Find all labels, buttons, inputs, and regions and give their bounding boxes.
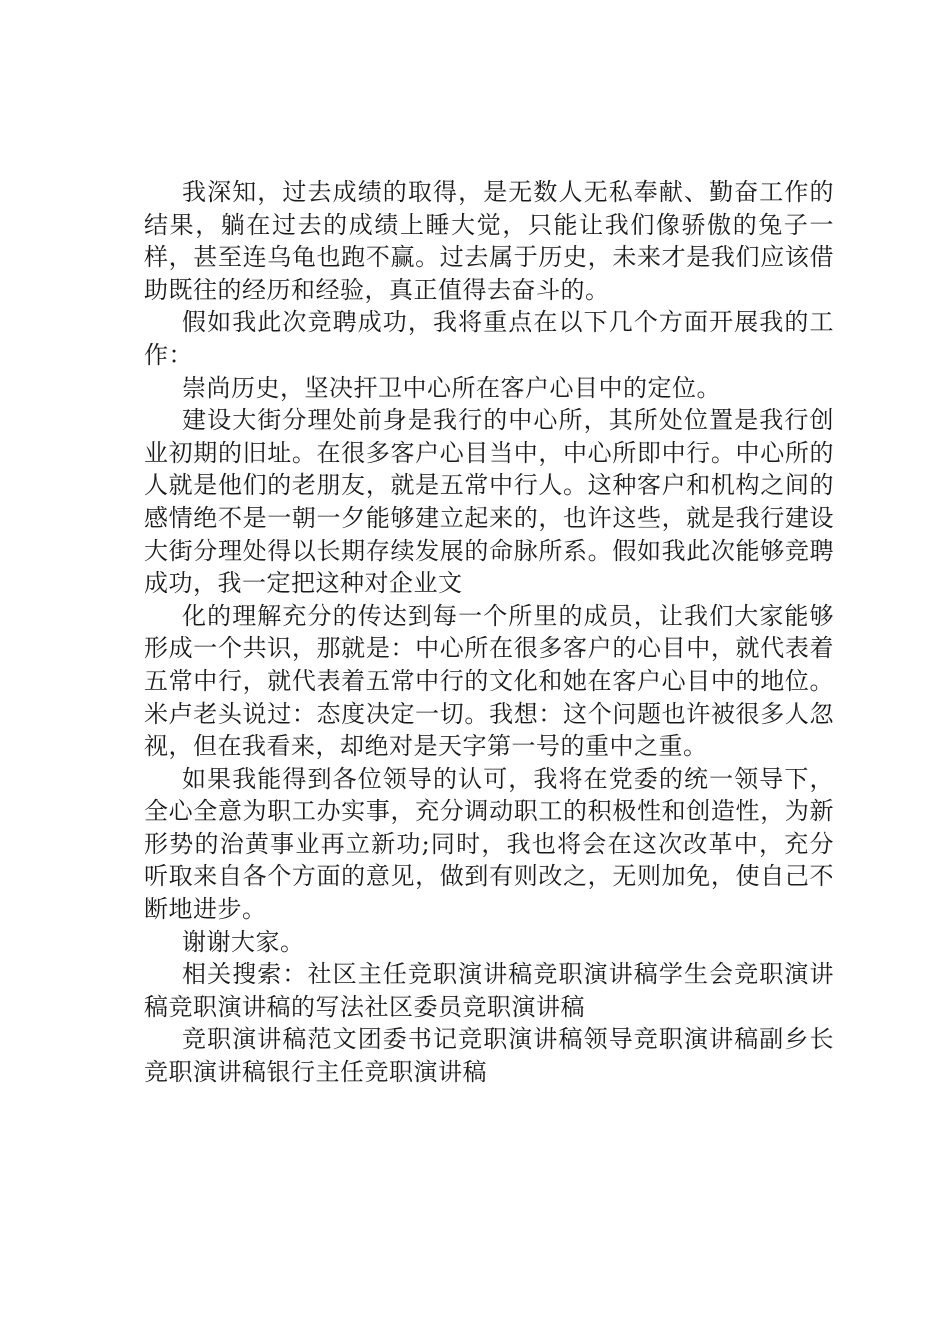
- paragraph-branch-history: 建设大街分理处前身是我行的中心所，其所处位置是我行创业初期的旧址。在很多客户心目当中，中心所即中行。中心所的人就是他们的老朋友，就是五常中行人。这种客户和机构之间的感情绝不是一朝一夕能够建立起来的，也许这些，就是我行建设大街分理处得以长期存续发展的命脉所系。假如我此次能够竞聘成功，我一定把这种对企业文: [144, 406, 834, 598]
- paragraph-related-searches-2: 竞职演讲稿范文团委书记竞职演讲稿领导竞职演讲稿副乡长竞职演讲稿银行主任竞职演讲稿: [144, 1025, 834, 1087]
- paragraph-thanks: 谢谢大家。: [182, 927, 305, 956]
- document-body: [144, 176, 834, 1089]
- paragraph-work-focus-intro: 假如我此次竞聘成功，我将重点在以下几个方面开展我的工作：: [144, 308, 834, 369]
- paragraph-corporate-culture: 化的理解充分的传达到每一个所里的成员，让我们大家能够形成一个共识，那就是：中心所在很多客户的心目中，就代表着五常中行，就代表着五常中行的文化和她在客户心目中的地位。米卢老头说过：态度决定一切。我想：这个问题也许被很多人忽视，但在我看来，却绝对是天字第一号的重中之重。: [144, 601, 834, 761]
- paragraph-respect-history: 崇尚历史，坚决扞卫中心所在客户心目中的定位。: [182, 373, 721, 402]
- paragraph-leadership-commitment: 如果我能得到各位领导的认可，我将在党委的统一领导下，全心全意为职工办实事，充分调动职工的积极性和创造性，为新形势的治黄事业再立新功;同时，我也将会在这次改革中，充分听取来自各个方面的意见，做到有则改之，无则加免，使自己不断地进步。: [144, 764, 834, 924]
- paragraph-past-achievements: 我深知，过去成绩的取得，是无数人无私奉献、勤奋工作的结果，躺在过去的成绩上睡大觉，只能让我们像骄傲的兔子一样，甚至连乌龟也跑不赢。过去属于历史，未来才是我们应该借助既往的经历和经验，真正值得去奋斗的。: [144, 178, 834, 304]
- paragraph-related-searches-1: 相关搜索：社区主任竞职演讲稿竞职演讲稿学生会竞职演讲稿竞职演讲稿的写法社区委员竞职演讲稿: [144, 960, 834, 1021]
